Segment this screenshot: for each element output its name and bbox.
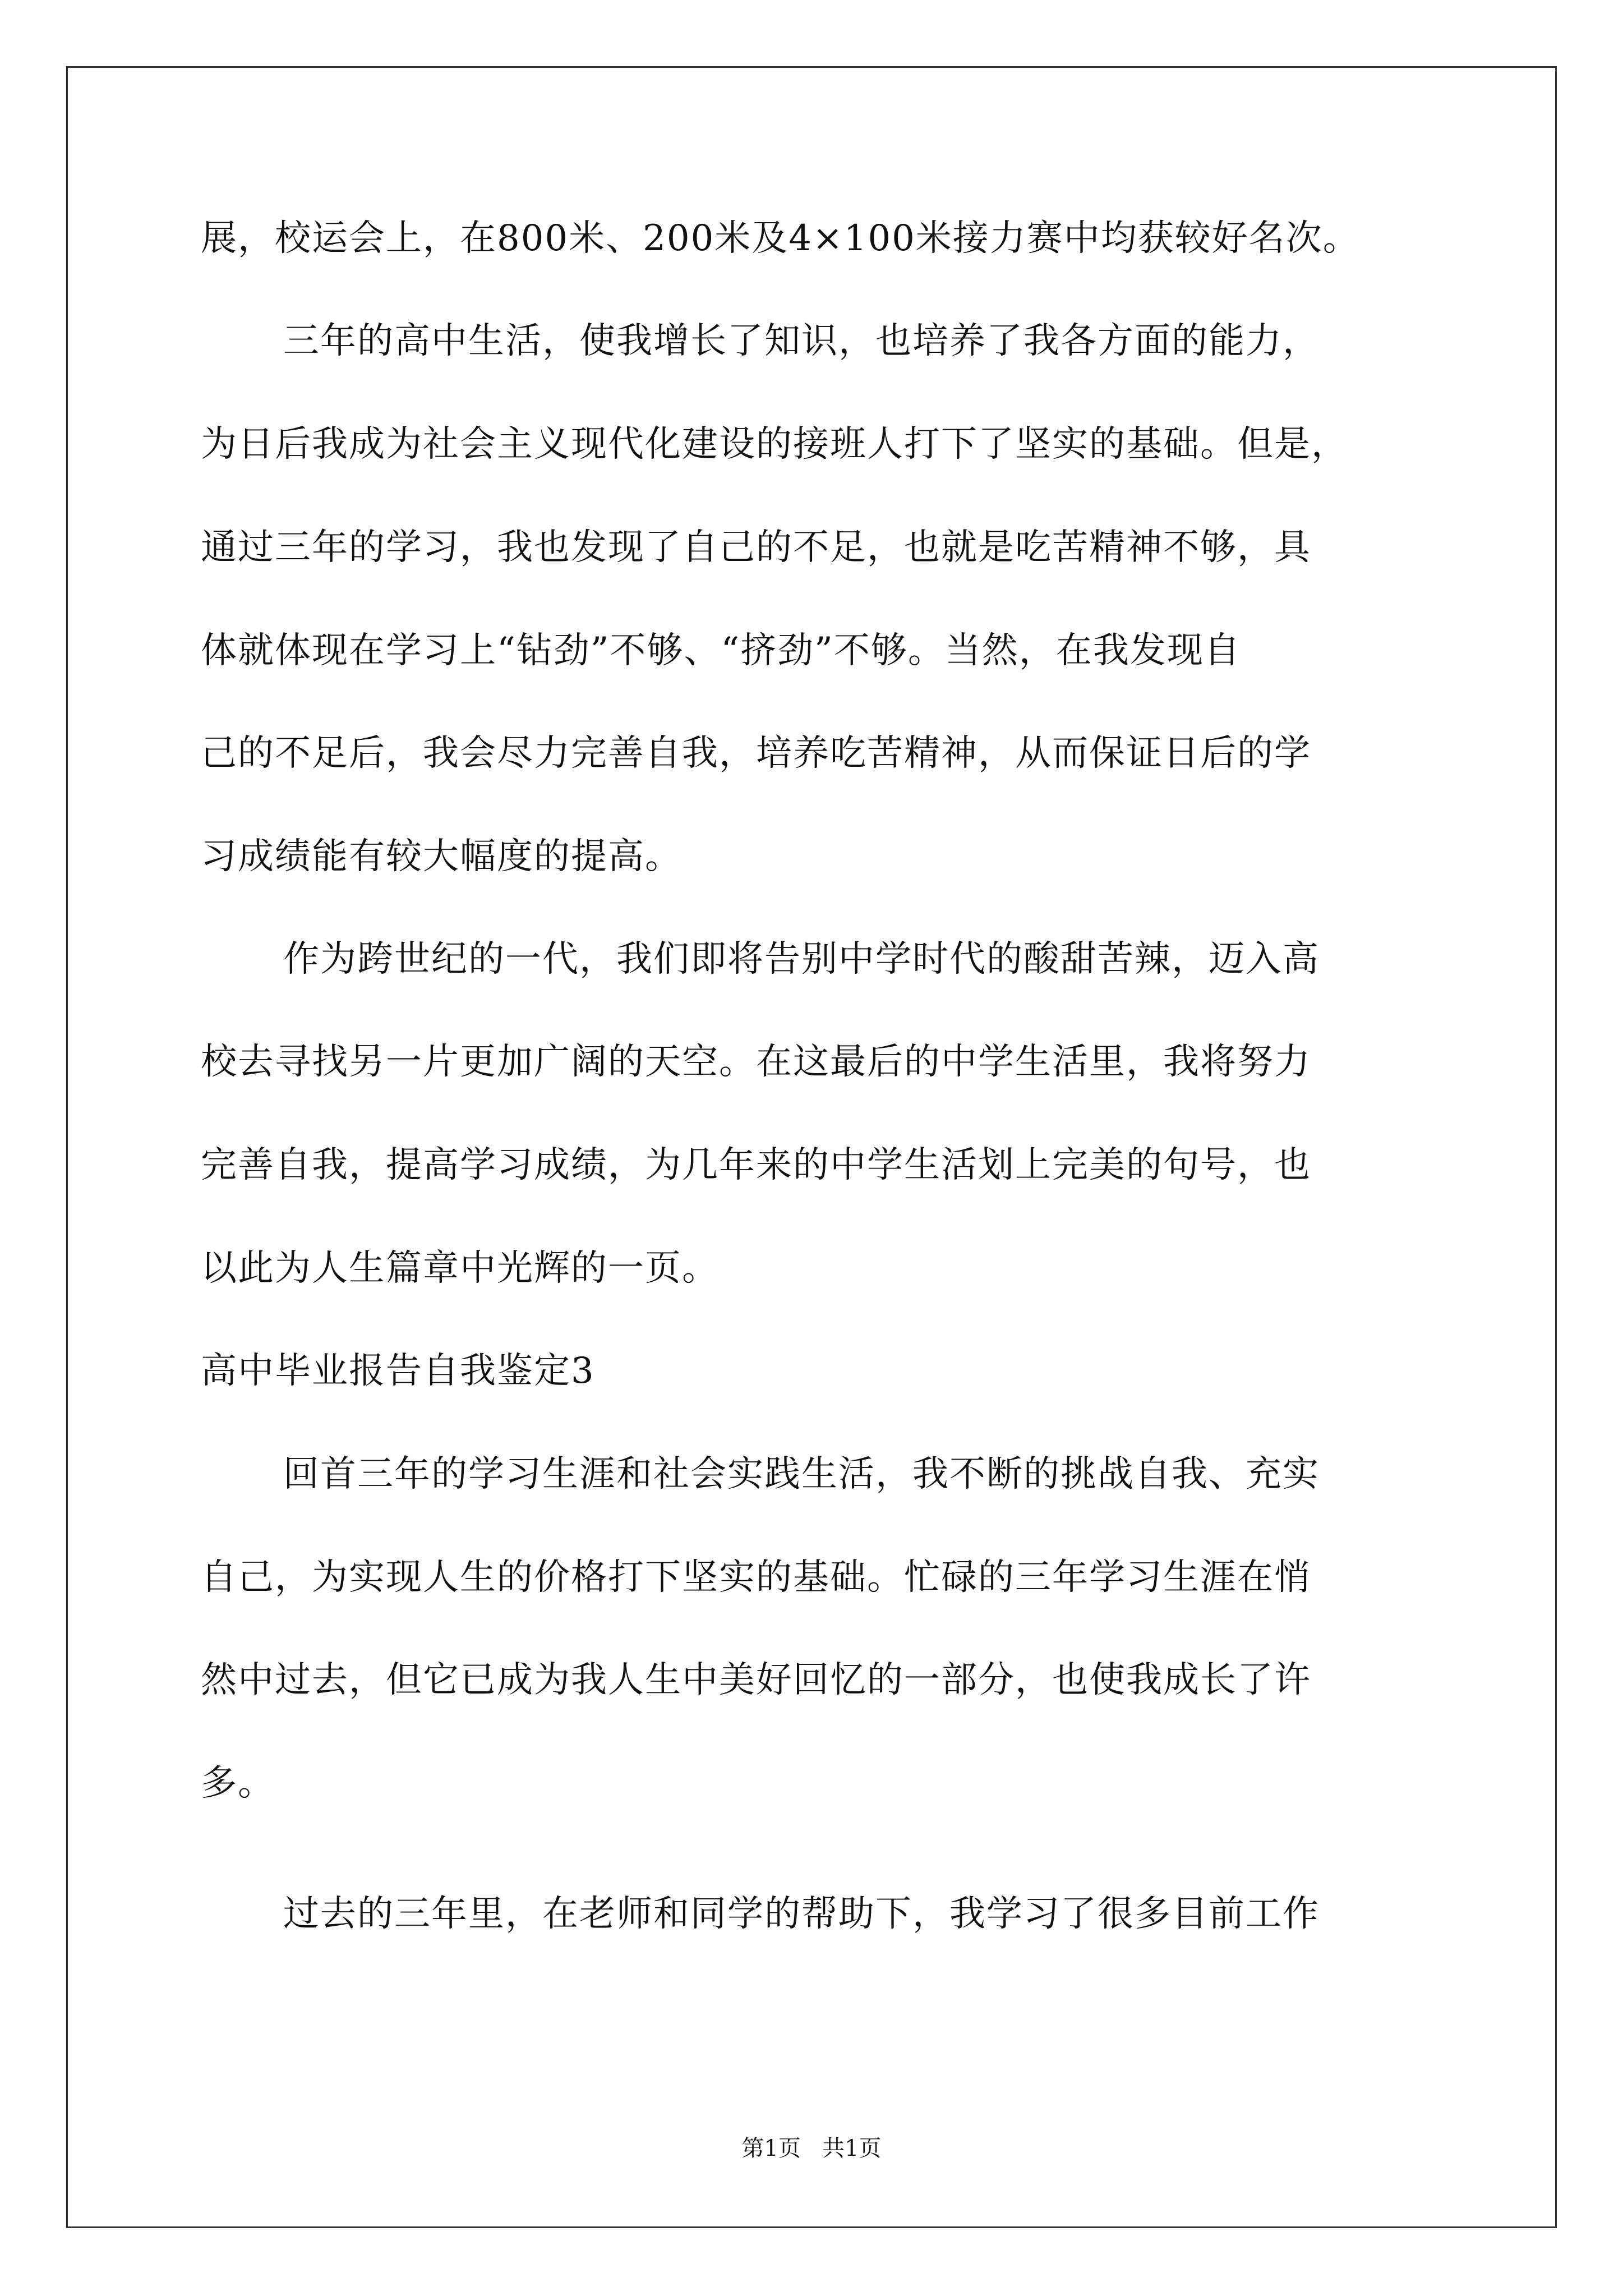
text-line: 体就体现在学习上“钻劲”不够、“挤劲”不够。当然，在我发现自 [201,630,1241,671]
text-line: 完善自我，提高学习成绩，为几年来的中学生活划上完美的句号，也 [201,1144,1311,1186]
text-line: 通过三年的学习，我也发现了自己的不足，也就是吃苦精神不够，具 [201,527,1311,568]
paragraph-start-line: 回首三年的学习生涯和社会实践生活，我不断的挑战自我、充实 [283,1453,1320,1495]
paragraph-start-line: 作为跨世纪的一代，我们即将告别中学时代的酸甜苦辣，迈入高 [283,938,1320,980]
section-heading: 高中毕业报告自我鉴定3 [201,1350,595,1392]
text-line: 多。 [201,1763,275,1804]
text-line: 为日后我成为社会主义现代化建设的接班人打下了坚实的基础。但是， [201,424,1348,465]
text-line: 然中过去，但它已成为我人生中美好回忆的一部分，也使我成长了许 [201,1659,1311,1701]
paragraph-start-line: 过去的三年里，在老师和同学的帮助下，我学习了很多目前工作 [283,1893,1320,1935]
text-line: 校去寻找另一片更加广阔的天空。在这最后的中学生活里，我将努力 [201,1041,1311,1083]
text-line: 以此为人生篇章中光辉的一页。 [201,1248,719,1289]
paragraph-start-line: 三年的高中生活，使我增长了知识，也培养了我各方面的能力， [283,320,1320,362]
page-footer: 第1页 共1页 [741,2136,882,2161]
text-line: 展，校运会上，在800米、200米及4×100米接力赛中均获较好名次。 [201,218,1360,259]
text-line: 自己，为实现人生的价格打下坚实的基础。忙碌的三年学习生涯在悄 [201,1557,1311,1598]
text-line: 己的不足后，我会尽力完善自我，培养吃苦精神，从而保证日后的学 [201,733,1311,774]
text-line: 习成绩能有较大幅度的提高。 [201,836,682,877]
